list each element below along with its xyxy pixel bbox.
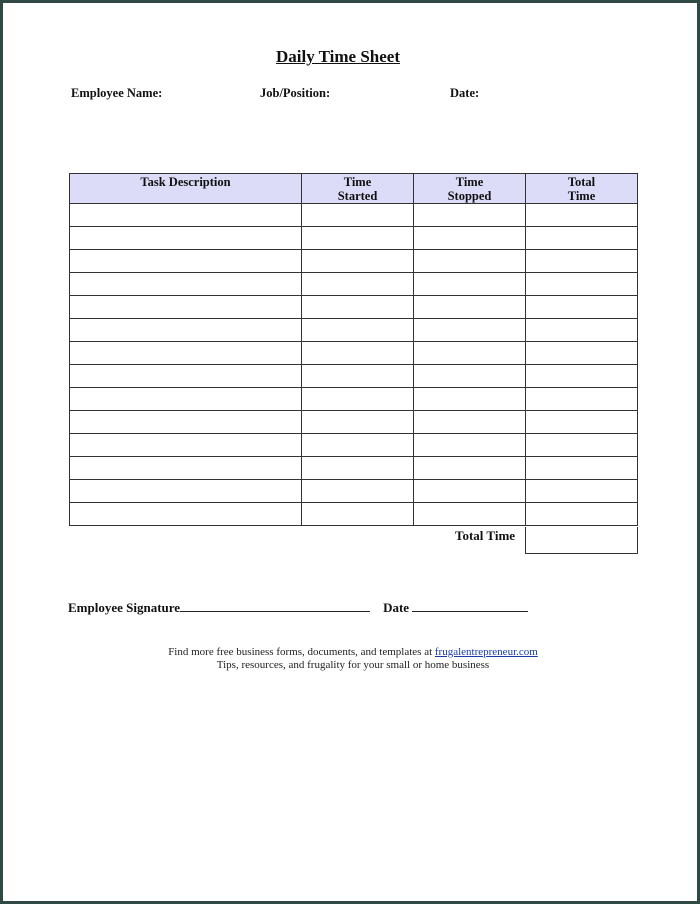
task-description-cell[interactable]: [70, 296, 302, 319]
time-started-cell[interactable]: [302, 296, 414, 319]
header-total-time-line2: Time: [567, 189, 596, 203]
table-body: [70, 204, 638, 526]
task-description-cell[interactable]: [70, 250, 302, 273]
time-stopped-cell[interactable]: [414, 388, 526, 411]
table-row: [70, 250, 638, 273]
task-description-cell[interactable]: [70, 503, 302, 526]
time-sheet-table: [69, 173, 638, 526]
time-started-cell[interactable]: [302, 365, 414, 388]
total-time-cell[interactable]: [526, 457, 638, 480]
time-started-cell[interactable]: [302, 319, 414, 342]
time-started-cell[interactable]: [302, 480, 414, 503]
time-stopped-cell[interactable]: [414, 457, 526, 480]
total-time-cell[interactable]: [526, 204, 638, 227]
employee-name-label: Employee Name:: [71, 86, 163, 100]
time-stopped-cell[interactable]: [414, 319, 526, 342]
time-stopped-cell[interactable]: [414, 434, 526, 457]
footer-line-2: Tips, resources, and frugality for your small or home business: [216, 659, 490, 671]
time-started-cell[interactable]: [302, 273, 414, 296]
header-time-stopped-line2: Stopped: [447, 189, 492, 203]
footer-line-1: [3, 646, 700, 659]
table-row: [70, 388, 638, 411]
time-started-cell[interactable]: [302, 227, 414, 250]
table-row: [70, 434, 638, 457]
time-stopped-cell[interactable]: [414, 296, 526, 319]
time-started-cell[interactable]: [302, 388, 414, 411]
time-started-cell[interactable]: [302, 457, 414, 480]
total-time-cell[interactable]: [526, 365, 638, 388]
signature-row: [68, 600, 528, 616]
date-field-label: Date:: [450, 86, 480, 100]
time-stopped-cell[interactable]: [414, 365, 526, 388]
task-description-cell[interactable]: [70, 342, 302, 365]
header-time-stopped-line1: Time: [455, 175, 484, 189]
header-time-started: [302, 174, 414, 204]
time-stopped-cell[interactable]: [414, 480, 526, 503]
header-total-time: [526, 174, 638, 204]
header-time-stopped: [414, 174, 526, 204]
table-row: [70, 503, 638, 526]
table-row: [70, 296, 638, 319]
table-row: [70, 411, 638, 434]
total-time-box[interactable]: [525, 527, 638, 554]
task-description-cell[interactable]: [70, 273, 302, 296]
task-description-cell[interactable]: [70, 457, 302, 480]
total-time-cell[interactable]: [526, 411, 638, 434]
signature-line[interactable]: [180, 600, 370, 612]
time-started-cell[interactable]: [302, 503, 414, 526]
employee-signature-label: Employee Signature: [68, 600, 181, 615]
job-position-label: Job/Position:: [260, 86, 331, 100]
time-stopped-cell[interactable]: [414, 273, 526, 296]
table-header-row: [70, 174, 638, 204]
header-time-started-line2: Started: [337, 189, 378, 203]
time-started-cell[interactable]: [302, 342, 414, 365]
header-task-description-line1: Task Description: [140, 175, 231, 189]
total-time-cell[interactable]: [526, 227, 638, 250]
task-description-cell[interactable]: [70, 388, 302, 411]
time-stopped-cell[interactable]: [414, 411, 526, 434]
signature-date-line[interactable]: [412, 600, 528, 612]
task-description-cell[interactable]: [70, 204, 302, 227]
time-stopped-cell[interactable]: [414, 342, 526, 365]
footer-text: Find more free business forms, documents, and templates at: [168, 646, 435, 658]
task-description-cell[interactable]: [70, 480, 302, 503]
total-time-cell[interactable]: [526, 319, 638, 342]
table-row: [70, 204, 638, 227]
header-total-time-line1: Total: [567, 175, 596, 189]
table-row: [70, 273, 638, 296]
table-row: [70, 480, 638, 503]
time-stopped-cell[interactable]: [414, 503, 526, 526]
table-row: [70, 457, 638, 480]
signature-date-label: Date: [383, 600, 410, 615]
time-stopped-cell[interactable]: [414, 250, 526, 273]
table-row: [70, 227, 638, 250]
total-time-cell[interactable]: [526, 342, 638, 365]
header-task-description: [70, 174, 302, 204]
footer: [3, 646, 700, 672]
time-started-cell[interactable]: [302, 411, 414, 434]
total-time-cell[interactable]: [526, 480, 638, 503]
task-description-cell[interactable]: [70, 434, 302, 457]
total-time-cell[interactable]: [526, 503, 638, 526]
time-stopped-cell[interactable]: [414, 204, 526, 227]
form-title: Daily Time Sheet: [275, 47, 401, 66]
total-time-cell[interactable]: [526, 388, 638, 411]
table-row: [70, 319, 638, 342]
task-description-cell[interactable]: [70, 319, 302, 342]
total-time-cell[interactable]: [526, 250, 638, 273]
time-started-cell[interactable]: [302, 204, 414, 227]
footer-link[interactable]: frugalentrepreneur.com: [434, 646, 538, 658]
total-time-cell[interactable]: [526, 296, 638, 319]
table-row: [70, 342, 638, 365]
time-started-cell[interactable]: [302, 434, 414, 457]
task-description-cell[interactable]: [70, 411, 302, 434]
header-time-started-line1: Time: [343, 175, 372, 189]
table-row: [70, 365, 638, 388]
time-stopped-cell[interactable]: [414, 227, 526, 250]
total-time-cell[interactable]: [526, 434, 638, 457]
total-time-label: Total Time: [455, 528, 516, 543]
task-description-cell[interactable]: [70, 227, 302, 250]
task-description-cell[interactable]: [70, 365, 302, 388]
time-started-cell[interactable]: [302, 250, 414, 273]
total-time-cell[interactable]: [526, 273, 638, 296]
